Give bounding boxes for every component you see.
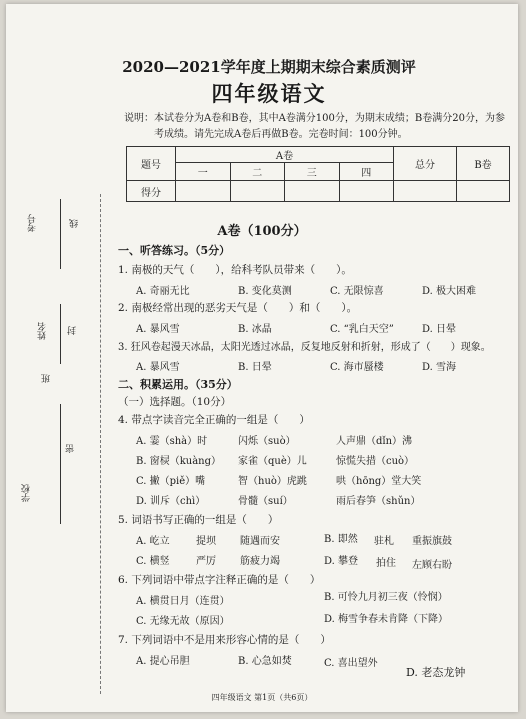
instruction-line-1: 说明：本试卷分为A卷和B卷，其中A卷满分100分，为期末成绩；B卷满分20分，为参 <box>124 113 505 124</box>
q7-option-b: B. 心急如焚 <box>238 656 292 667</box>
feng-label: 封 <box>68 326 78 335</box>
table-label-defen: 得分 <box>127 181 176 202</box>
table-a-juan: A卷 <box>176 147 394 163</box>
q5-b-1: B. 即然 <box>324 534 358 545</box>
table-col-2: 二 <box>230 163 285 181</box>
q7-option-a: A. 提心吊胆 <box>136 656 190 667</box>
ban-label: 班 <box>42 374 52 383</box>
q4-row-c-1: C. 撇（piě）嘴 <box>136 476 206 487</box>
q6-option-d: D. 梅雪争春未肯降（下降） <box>324 614 449 625</box>
q3-option-d: D. 雪海 <box>422 362 457 373</box>
mi-label: 密 <box>66 444 76 453</box>
q4-row-d-1: D. 训斥（chì） <box>136 496 206 507</box>
score-cell-1[interactable] <box>176 181 231 202</box>
table-col-3: 三 <box>285 163 340 181</box>
q4-row-d-2: 骨髓（suí） <box>238 496 293 507</box>
q5-d-2: 拍住 <box>376 558 396 569</box>
q4-row-c-3: 哄（hōng）堂大笑 <box>336 476 422 487</box>
q4-row-d-3: 雨后春笋（shǔn） <box>336 496 421 507</box>
table-col-4: 四 <box>339 163 394 181</box>
q4-row-c-2: 智（huò）虎跳 <box>238 476 307 487</box>
part1-heading: 一、听答练习。（5分） <box>118 244 231 257</box>
part2-heading: 二、积累运用。（35分） <box>118 378 238 391</box>
q2-option-c: C. “乳白天空” <box>330 324 394 335</box>
q5-b-2: 驻札 <box>374 536 394 547</box>
q1-option-d: D. 极大困难 <box>422 286 477 297</box>
q2-option-d: D. 日晕 <box>422 324 457 335</box>
q6-option-a: A. 横贯日月（连贯） <box>136 596 230 607</box>
question-1: 1. 南极的天气（ ），给科考队员带来（ ）。 <box>118 264 352 276</box>
q5-a-3: 随遇而安 <box>240 536 280 547</box>
q5-a-1: A. 屹立 <box>136 536 170 547</box>
page-footer: 四年级语文 第1页（共6页） <box>211 693 313 702</box>
question-7: 7. 下列词语中不是用来形容心情的是（ ） <box>118 634 331 646</box>
q5-b-3: 重振旗鼓 <box>412 536 452 547</box>
xingming-label: 姓名 <box>38 322 48 340</box>
question-4: 4. 带点字读音完全正确的一组是（ ） <box>118 414 310 426</box>
question-3: 3. 狂风卷起漫天冰晶，太阳光透过冰晶，反复地反射和折射，形成了（ ）现象。 <box>118 342 491 353</box>
q1-option-c: C. 无限惊喜 <box>330 286 384 297</box>
q5-c-2: 严厉 <box>196 556 216 567</box>
xian-label: 线 <box>70 219 80 228</box>
q6-option-b: B. 可怜九月初三夜（怜悯） <box>324 592 448 603</box>
q7-option-c: C. 喜出望外 <box>324 658 378 669</box>
q5-d-3: 左顾右盼 <box>412 560 452 571</box>
table-label-tihao: 题号 <box>127 147 176 181</box>
q1-option-b: B. 变化莫测 <box>238 286 292 297</box>
question-6: 6. 下列词语中带点字注释正确的是（ ） <box>118 574 321 586</box>
instruction-line-2: 考成绩。请先完成A卷后再做B卷。完卷时间：100分钟。 <box>154 129 408 140</box>
q7-option-d: D. 老态龙钟 <box>406 666 466 679</box>
question-2: 2. 南极经常出现的恶劣天气是（ ）和（ ）。 <box>118 302 358 314</box>
q4-row-a-3: 人声鼎（dǐn）沸 <box>336 436 413 447</box>
q5-c-1: C. 横竖 <box>136 556 170 567</box>
q2-option-b: B. 冰晶 <box>238 324 272 335</box>
score-cell-4[interactable] <box>339 181 394 202</box>
xuexiao-blank <box>60 464 61 524</box>
q6-option-c: C. 无缘无故（原因） <box>136 616 230 627</box>
q3-option-a: A. 暴风雪 <box>136 362 180 373</box>
score-cell-2[interactable] <box>230 181 285 202</box>
score-cell-3[interactable] <box>285 181 340 202</box>
score-cell-b[interactable] <box>457 181 510 202</box>
subject-title: 四年级语文 <box>211 81 327 106</box>
q3-option-b: B. 日晕 <box>238 362 272 373</box>
q1-option-a: A. 奇丽无比 <box>136 286 190 297</box>
section-a-heading: A卷（100分） <box>217 224 307 239</box>
exam-paper <box>6 4 518 712</box>
question-5: 5. 词语书写正确的一组是（ ） <box>118 514 279 526</box>
q3-option-c: C. 海市蜃楼 <box>330 362 384 373</box>
table-b-juan: B卷 <box>457 147 510 181</box>
xuexiao-label: 学校 <box>22 484 32 502</box>
q5-a-2: 提坝 <box>196 536 216 547</box>
table-total: 总分 <box>394 147 457 181</box>
q5-c-3: 筋疲力竭 <box>240 556 280 567</box>
binding-dashed-line <box>100 194 101 694</box>
part2-sub1: （一）选择题。（10分） <box>118 396 232 408</box>
q5-d-1: D. 攀登 <box>324 556 359 567</box>
q4-row-a-1: A. 霎（shà）时 <box>136 436 208 447</box>
exam-title: 2020—2021学年度上期期末综合素质测评 <box>122 58 416 76</box>
score-cell-total[interactable] <box>394 181 457 202</box>
q4-row-b-2: 家雀（què）儿 <box>238 456 307 467</box>
q4-row-b-3: 惊慌失措（cuò） <box>336 456 415 467</box>
kaohao-label: 考号 <box>28 214 38 232</box>
xingming-blank <box>60 304 61 364</box>
score-table <box>126 146 510 202</box>
q4-row-b-1: B. 窗棂（kuàng） <box>136 456 222 467</box>
table-col-1: 一 <box>176 163 231 181</box>
q2-option-a: A. 暴风雪 <box>136 324 180 335</box>
q4-row-a-2: 闪烁（suò） <box>238 436 296 447</box>
